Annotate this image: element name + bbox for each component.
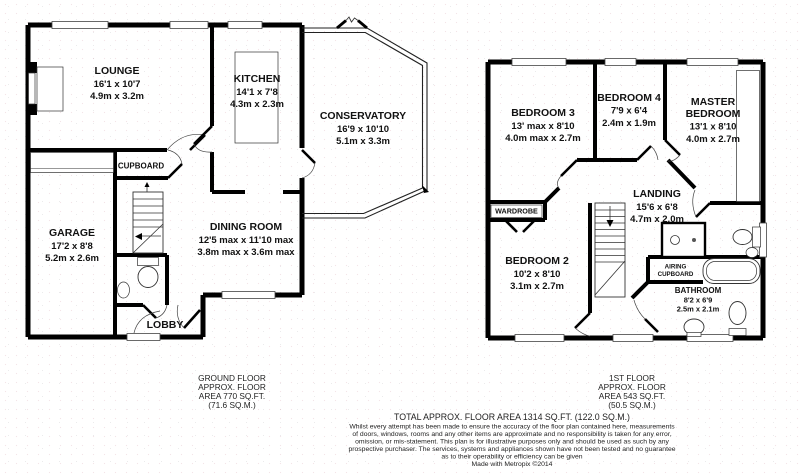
door-leaf: [143, 305, 156, 318]
room-name: MASTER: [690, 96, 736, 108]
room-name: LANDING: [633, 188, 681, 200]
window: [52, 22, 108, 29]
caption-line: APPROX. FLOOR: [198, 382, 266, 392]
airing-line: CUPBOARD: [657, 271, 694, 278]
toilet-icon: [733, 227, 761, 247]
room-dim-imperial: 14'1 x 7'8: [236, 87, 278, 98]
sink-icon: [118, 282, 130, 298]
door-arc: [693, 190, 696, 217]
ground-floor-plan: [28, 17, 429, 410]
bedroom2-label: [505, 255, 569, 292]
room-name: DINING ROOM: [209, 221, 283, 233]
room-dim-metric: 2.5m x 2.1m: [676, 304, 720, 314]
shower-icon: [662, 223, 705, 257]
conservatory-label: [320, 110, 406, 147]
room-dim-metric: 5.1m x 3.3m: [336, 136, 390, 147]
airing-line: AIRING: [664, 263, 687, 271]
window: [512, 59, 566, 66]
room-dim-metric: 4.0m x 2.7m: [686, 134, 740, 145]
door-arc: [557, 176, 561, 188]
caption-line: AREA 770 SQ.FT.: [198, 391, 266, 401]
room-dim-imperial: 17'2 x 8'8: [51, 241, 93, 252]
room-dim-metric: 5.2m x 2.6m: [45, 253, 99, 264]
landing-label: [630, 188, 684, 225]
caption-line: (71.6 SQ.M.): [208, 400, 256, 410]
wardrobe-label: WARDROBE: [495, 206, 538, 216]
fireplace-icon: [28, 62, 63, 115]
door-arc: [168, 150, 182, 164]
bedroom3-label: [505, 107, 581, 144]
footer-block: [348, 412, 675, 468]
room-dim-metric: 3.1m x 2.7m: [510, 281, 564, 292]
caption-line: AREA 543 SQ.FT.: [598, 391, 666, 401]
window: [170, 22, 208, 29]
window: [613, 335, 653, 342]
bath-icon: [703, 259, 760, 284]
room-dim-imperial: 7'9 x 6'4: [610, 105, 648, 117]
room-name: BEDROOM 3: [511, 107, 575, 119]
door-leaf: [302, 150, 315, 163]
bedroom4-label: [597, 92, 661, 129]
door-arc: [651, 146, 658, 160]
door-leaf: [184, 310, 200, 328]
room-dim-imperial: 15'6 x 6'8: [636, 202, 678, 213]
dining-label: [197, 221, 295, 258]
toilet-icon: [138, 258, 159, 288]
first-floor-plan: [488, 59, 767, 411]
staircase-first: [595, 203, 625, 297]
ground-floor-caption: [198, 373, 266, 410]
window: [515, 335, 564, 342]
cupboard-label: CUPBOARD: [117, 161, 165, 171]
caption-line: (50.5 SQ.M.): [608, 400, 656, 410]
door-leaf: [645, 319, 658, 332]
sink-icon: [746, 248, 758, 258]
room-name: BEDROOM 4: [597, 92, 661, 104]
room-name: BEDROOM 2: [505, 255, 569, 267]
bathroom-label: [675, 286, 722, 314]
room-dim-imperial: 13'1 x 8'10: [689, 121, 737, 133]
door-leaf: [575, 313, 590, 328]
window: [222, 292, 275, 299]
caption-line: 1ST FLOOR: [609, 373, 655, 383]
room-dim-imperial: 13' max x 8'10: [511, 121, 575, 132]
room-name: KITCHEN: [233, 73, 281, 85]
door-leaf: [696, 203, 710, 217]
garage-door: [31, 153, 114, 173]
room-dim-metric: 4.3m x 2.3m: [230, 99, 284, 110]
door-leaf: [168, 164, 182, 178]
door-leaf: [190, 135, 205, 150]
sink-icon: [684, 319, 704, 337]
room-dim-metric: 4.0m max x 2.7m: [505, 133, 581, 144]
room-name: LOUNGE: [94, 65, 140, 77]
door-arc: [634, 300, 645, 319]
room-dim-imperial: 12'5 max x 11'10 max: [198, 235, 294, 246]
door-arc: [575, 328, 590, 336]
total-area-text: TOTAL APPROX. FLOOR AREA 1314 SQ.FT. (122.0 SQ.M.): [394, 412, 630, 422]
door-leaf: [561, 160, 577, 176]
room-dim-metric: 4.7m x 2.0m: [630, 214, 684, 225]
lobby-label: LOBBY: [146, 319, 184, 331]
room-dim-imperial: 16'9 x 10'10: [336, 124, 390, 135]
door-arc: [302, 163, 315, 178]
door-arc: [194, 144, 212, 152]
lounge-label: [90, 65, 144, 102]
kitchen-label: [230, 73, 284, 110]
toilet-icon: [729, 302, 746, 336]
credit-text: Made with Metropix ©2014: [471, 461, 553, 468]
room-dim-imperial: 10'2 x 8'10: [513, 269, 561, 280]
window: [605, 59, 636, 66]
room-dim-metric: 2.4m x 1.9m: [602, 118, 656, 129]
room-dim-metric: 4.9m x 3.2m: [90, 91, 144, 102]
door-leaf: [637, 146, 651, 160]
garage-label: [45, 227, 99, 264]
room-name: BATHROOM: [674, 286, 722, 295]
fitted-wardrobe: [737, 71, 760, 202]
door-leaf: [194, 126, 212, 144]
disclaimer-line: prospective purchaser. The services, systems and appliances shown have not been tested and no guarantee: [348, 446, 676, 453]
room-dim-metric: 3.8m max x 3.6m max: [197, 247, 295, 258]
disclaimer-line: Whilst every attempt has been made to ensure the accuracy of the floor plan contained here, measurements: [349, 423, 675, 431]
caption-line: APPROX. FLOOR: [598, 382, 666, 392]
disclaimer-line: as to their operability or efficiency can be given: [441, 453, 583, 461]
door-leaf: [665, 140, 680, 155]
room-dim-imperial: 16'1 x 10'7: [93, 79, 141, 90]
window: [228, 22, 262, 29]
disclaimer-line: omission, or mis-statement. This plan is for illustrative purposes only and should be used as such by any: [355, 438, 669, 446]
window: [687, 59, 738, 66]
room-name: GARAGE: [48, 227, 96, 239]
caption-line: GROUND FLOOR: [198, 373, 266, 383]
master-bedroom-label: [686, 96, 741, 145]
staircase-ground: [133, 182, 163, 253]
first-floor-caption: [598, 373, 666, 410]
room-name: CONSERVATORY: [319, 110, 407, 122]
disclaimer-line: of doors, windows, rooms and any other items are approximate and no responsibility is taken for any error,: [352, 431, 672, 438]
airing-cupboard-label: [658, 264, 694, 279]
front-door: [127, 334, 160, 341]
room-dim-imperial: 8'2 x 6'9: [683, 295, 713, 305]
room-name: BEDROOM: [685, 108, 741, 120]
